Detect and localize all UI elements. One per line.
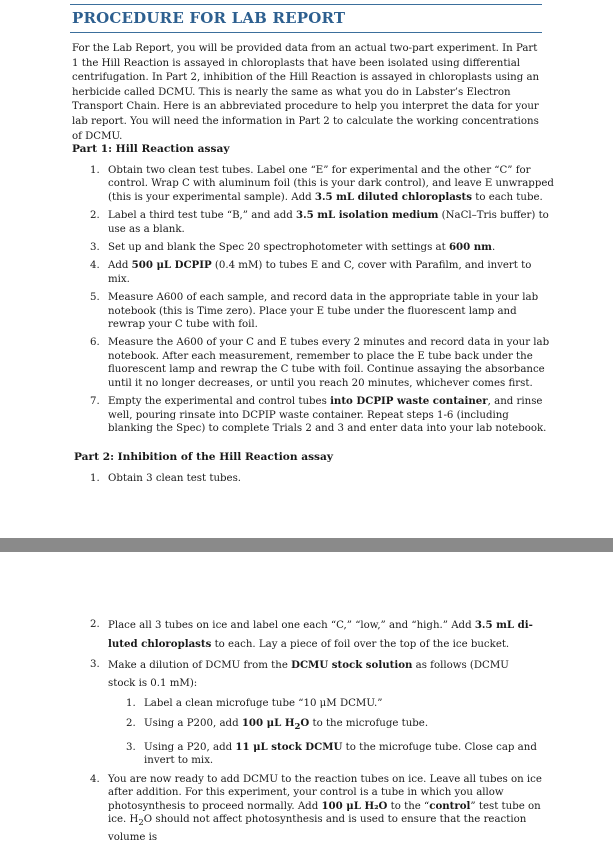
page-2 <box>0 552 613 843</box>
list-item: 5. Measure A600 of each sample, and record data in the appropriate table in your lab notebook (this is Time zero). Place your E tube under the fluorescent lamp and rewrap your C tube with foil. <box>90 292 539 331</box>
top-rule <box>70 4 542 5</box>
part2-step-2: 2. Place all 3 tubes on ice and label one each “C,” “low,” and “high.” Add 3.5 mL di- luted chloroplasts to each. Lay a piece of foil over the top of the ice bucket. <box>90 619 533 650</box>
intro-paragraph: For the Lab Report, you will be provided data from an actual two-part experiment. In Part 1 the Hill Reaction is assayed in chloroplasts that have been isolated using differential centrifugation. In Part 2, inhibition of the Hill Reaction is assayed in chloroplasts using an herbicide called DCMU. This is nearly the same as what you do in Labster’s Electron Transport Chain. Here is an abbreviated procedure to help you interpret the data for your lab report. You will need the information in Part 2 to calculate the working concentrations of DCMU. <box>72 43 540 142</box>
page-break <box>0 538 613 552</box>
list-item: 6. Measure the A600 of your C and E tubes every 2 minutes and record data in your lab notebook. After each measurement, remember to place the E tube back under the fluorescent lamp and rewrap the C tube with foil. Continue assaying the absorbance until it no longer decreases, or until you reach 20 minutes, whichever comes first. <box>90 337 550 389</box>
part2-heading: Part 2: Inhibition of the Hill Reaction assay <box>74 451 334 463</box>
part1-steps <box>72 164 556 440</box>
list-item: 3. Set up and blank the Spec 20 spectrophotometer with settings at 600 nm. <box>90 241 496 254</box>
part1-heading: Part 1: Hill Reaction assay <box>72 143 230 155</box>
part2-step-1: 1. Obtain 3 clean test tubes. <box>90 473 242 484</box>
list-item: 1. Obtain two clean test tubes. Label one “E” for experimental and the other “C” for control. Wrap C with aluminum foil (this is your dark control), and leave E unwrapped (this is your experimental sample). Add 3.5 mL diluted chloroplasts to each tube. <box>90 165 554 203</box>
part2-sub-2: 2. Using a P200, add 100 μL $H_2O$ to the microfuge tube. <box>126 717 429 733</box>
title-rule <box>70 32 542 33</box>
part2-step-4: 4. You are now ready to add DCMU to the reaction tubes on ice. Leave all tubes on ice after addition. For this experiment, your control is a tube in which you allow photosynthesis to proceed normally. Add 100 μL H₂O to the “control” test tube on ice. $H_2O$ should not affect photosynthesis and is used to ensure that the reaction volume is <box>90 774 542 843</box>
part2-step-3: 3. Make a dilution of DCMU from the DCMU stock solution as follows (DCMU stock is 0.1 mM): <box>90 659 509 689</box>
list-item: 2. Label a third test tube “B,” and add 3.5 mL isolation medium (NaCl–Tris buffer) to use as a blank. <box>90 209 549 235</box>
part2-sub-3: 3. Using a P20, add 11 μL stock DCMU to the microfuge tube. Close cap and invert to mix. <box>126 741 537 767</box>
list-item: 4. Add 500 μL DCPIP (0.4 mM) to tubes E and C, cover with Parafilm, and invert to mix. <box>90 259 532 285</box>
page-title: PROCEDURE FOR LAB REPORT <box>72 9 346 27</box>
part2-sub-1: 1. Label a clean microfuge tube “10 μM DCMU.” <box>126 698 383 709</box>
list-item: 7. Empty the experimental and control tubes into DCPIP waste container, and rinse well, pouring rinsate into DCPIP waste container. Repeat steps 1-6 (including blanking the Spec) to complete Trials 2 and 3 and enter data into your lab notebook. <box>90 395 547 434</box>
